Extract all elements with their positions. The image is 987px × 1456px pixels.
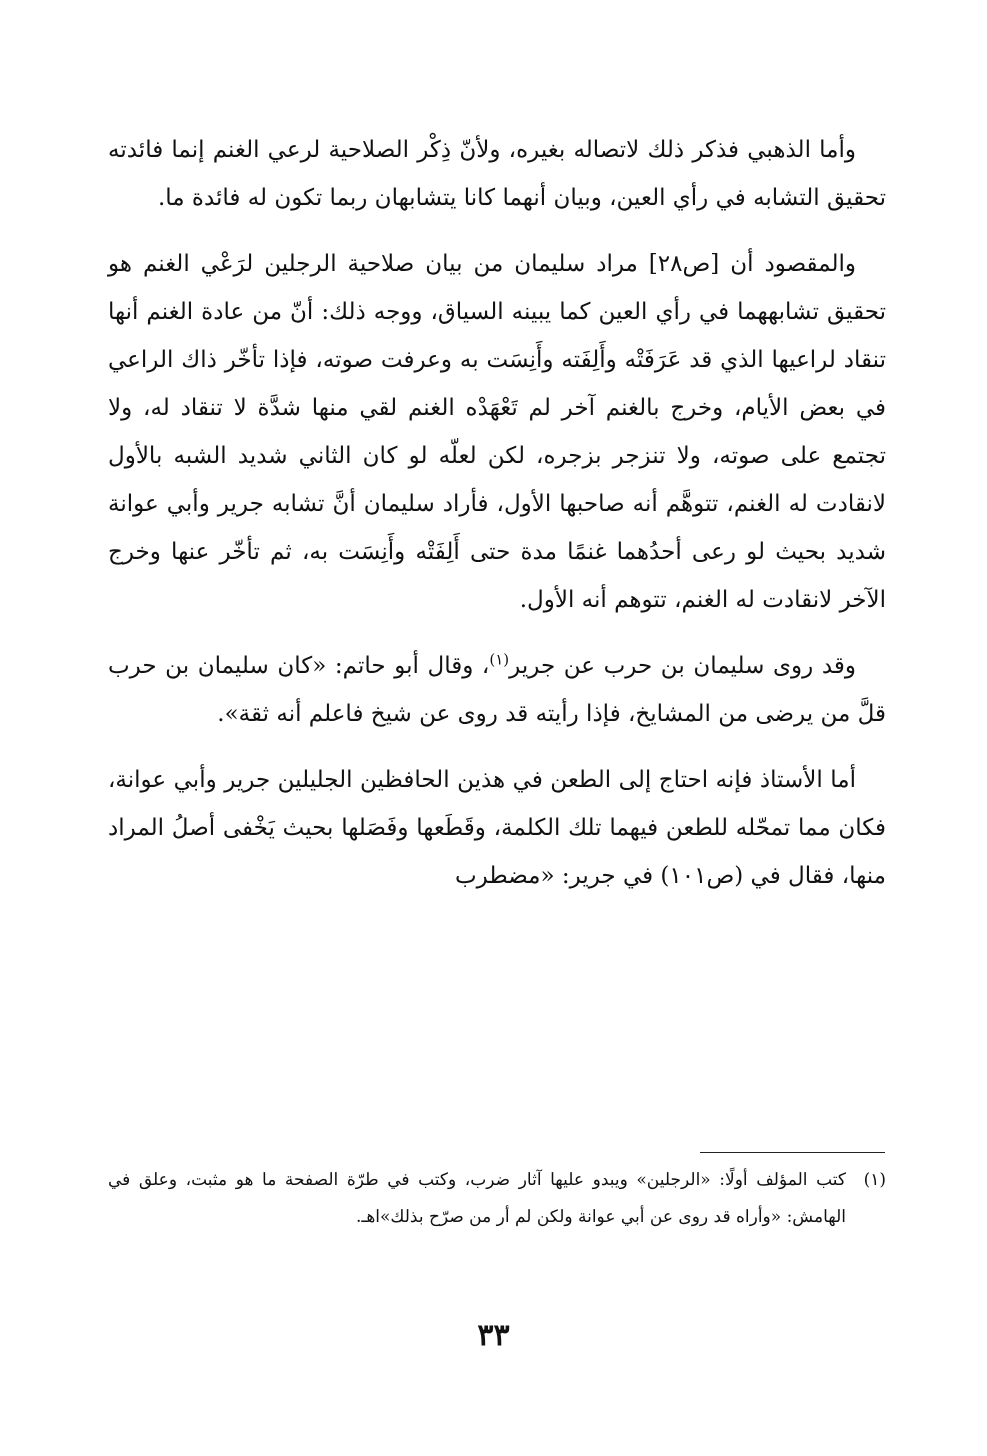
paragraph-3-start: وقد روى سليمان بن حرب عن جرير [509,653,856,679]
footnote-number: (١) [863,1170,886,1190]
main-text [108,126,886,918]
page-number: ٣٣ [477,1318,510,1353]
paragraph-3 [108,642,886,738]
footnote-divider [700,1152,885,1153]
paragraph-2: والمقصود أن [ص٢٨] مراد سليمان من بيان صلاحية الرجلين لرَعْي الغنم هو تحقيق تشابههما في رأي العين كما يبينه السياق، ووجه ذلك: أنّ من عادة الغنم أنها تنقاد لراعيها الذي قد عَرَفَتْه وأَلِفَته وأَنِسَت به وعرفت صوته، فإذا تأخّر ذاك الراعي في بعض الأيام، وخرج بالغنم آخر لم تَعْهَدْه الغنم لقي منها شدَّة لا تنقاد له، ولا تجتمع على صوته، ولا تنزجر بزجره، لكن لعلّه لو كان الثاني شديد الشبه بالأول لانقادت له الغنم، تتوهَّم أنه صاحبها الأول، فأراد سليمان أنَّ تشابه جرير وأبي عوانة شديد بحيث لو رعى أحدُهما غنمًا مدة حتى أَلِفَتْه وأَنِسَت به، ثم تأخّر عنها وخرج الآخر لانقادت له الغنم، تتوهم أنه الأول. [108,251,886,613]
footnotes [108,1162,886,1236]
footnote-1 [108,1162,886,1236]
footnote-text: كتب المؤلف أولًا: «الرجلين» ويبدو عليها آثار ضرب، وكتب في طرّة الصفحة ما هو مثبت، وعلق في الهامش: «وأراه قد روى عن أبي عوانة ولكن لم أر من صرّح بذلك»اهـ. [108,1170,846,1227]
paragraph-4: أما الأستاذ فإنه احتاج إلى الطعن في هذين الحافظين الجليلين جرير وأبي عوانة، فكان مما تمحّله للطعن فيهما تلك الكلمة، وقَطَعها وفَصَلها بحيث يَخْفى أصلُ المراد منها، فقال في (ص١٠١) في جرير: «مضطرب [108,767,886,889]
paragraph-1: وأما الذهبي فذكر ذلك لاتصاله بغيره، ولأنّ ذِكْر الصلاحية لرعي الغنم إنما فائدته تحقيق التشابه في رأي العين، وبيان أنهما كانا يتشابهان ربما تكون له فائدة ما. [108,137,886,211]
footnote-reference[interactable]: (١) [489,650,510,669]
paragraph-3-end: ، وقال أبو حاتم: «كان سليمان بن حرب قلَّ من يرضى من المشايخ، فإذا رأيته قد روى عن شيخ فاعلم أنه ثقة». [108,653,886,727]
